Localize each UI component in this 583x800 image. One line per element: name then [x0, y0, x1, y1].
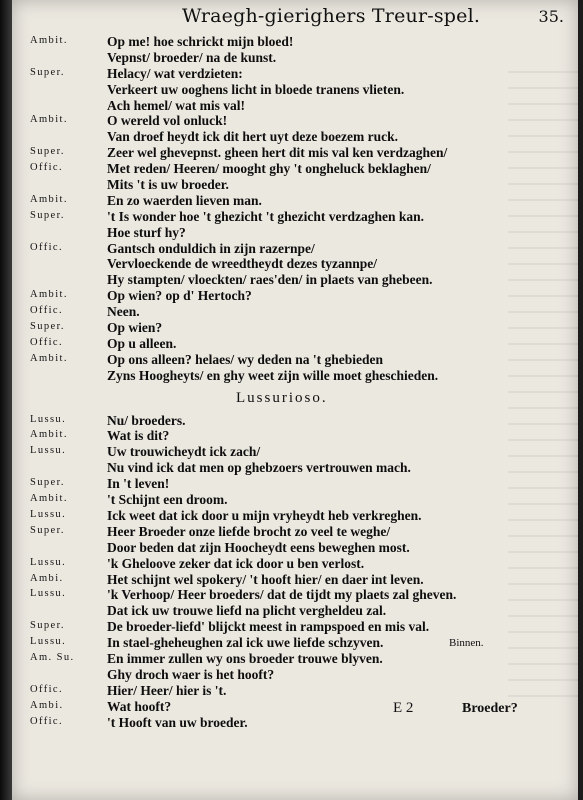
speaker-name: Super. [30, 146, 65, 158]
verse-text: 't Is wonder hoe 't ghezicht 't ghezicht verdzaghen kan. [107, 208, 424, 224]
dialogue-line [12, 572, 578, 588]
dialogue-line [12, 193, 578, 209]
verse-text: Zeer wel ghevepnst. gheen hert dit mis val ken verdzaghen/ [107, 145, 448, 161]
verse-text: De broeder-liefd' blijckt meest in rampspoed en mis val. [107, 619, 430, 635]
speaker-name: Ambit. [30, 114, 68, 126]
verse-text: Hy stampten/ vloeckten/ raes'den/ in plaets van ghebeen. [107, 272, 433, 288]
verse-text: 't Schijnt een droom. [107, 492, 228, 508]
dialogue-line [12, 619, 578, 635]
speaker-name: Offic. [30, 241, 63, 253]
dialogue-line [12, 651, 578, 667]
verse-text: En immer zullen wy ons broeder trouwe blyven. [107, 650, 383, 666]
dialogue-line [12, 368, 578, 384]
dialogue-line [12, 476, 578, 492]
dialogue-line [12, 209, 578, 225]
running-title: Wraegh-gierighers Treur-spel. [182, 5, 481, 27]
verse-text: Nu/ broeders. [107, 412, 186, 428]
dialogue-line [12, 444, 578, 460]
dialogue-line [12, 413, 578, 429]
speaker-name: Super. [30, 209, 65, 221]
speaker-name: Ambi. [30, 699, 64, 711]
speaker-name: Ambit. [30, 352, 68, 364]
verse-text: Op ons alleen? helaes/ wy deden na 't ghebieden [107, 351, 384, 367]
verse-text: Zyns Hoogheyts/ en ghy weet zijn wille moet gheschieden. [107, 367, 439, 383]
speaker-name: Super. [30, 524, 65, 536]
dialogue-line [12, 82, 578, 98]
speaker-name: Lussu. [30, 413, 67, 425]
dialogue-line [12, 50, 578, 66]
verse-text: 't Hooft van uw broeder. [107, 714, 248, 730]
speaker-name: Super. [30, 477, 65, 489]
verse-text: 'k Verhoop/ Heer broeders/ dat de tijdt my plaets zal gheven. [107, 587, 457, 603]
speaker-name: Offic. [30, 715, 63, 727]
verse-text: O wereld vol onluck! [107, 113, 228, 129]
verse-text: Door beden dat zijn Hoocheydt eens beweghen most. [107, 539, 410, 555]
verse-text: 'k Gheloove zeker dat ick door u ben verlost. [107, 555, 365, 571]
section-heading-row [12, 384, 578, 413]
verse-text: Op wien? [107, 320, 163, 336]
book-page [12, 0, 578, 800]
verse-text: Dat ick uw trouwe liefd na plicht vergheldeu zal. [107, 603, 387, 619]
verse-text: Wat is dit? [107, 428, 170, 444]
dialogue-line [12, 508, 578, 524]
dialogue-line [12, 177, 578, 193]
dialogue-line [12, 352, 578, 368]
dialogue-line [12, 113, 578, 129]
dialogue-line [12, 587, 578, 603]
page-footer [12, 700, 578, 724]
dialogue-line [12, 66, 578, 82]
dialogue-line [12, 225, 578, 241]
verse-text: In stael-gheheughen zal ick uwe liefde schzyven. [107, 635, 384, 651]
dialogue-line [12, 145, 578, 161]
page-header [12, 3, 578, 33]
verse-text: Ghy droch waer is het hooft? [107, 666, 275, 682]
verse-text: Verkeert uw ooghens licht in bloede tranens vlieten. [107, 81, 405, 97]
verse-text: Van droef heydt ick dit hert uyt deze boezem ruck. [107, 129, 398, 145]
speaker-name: Lussu. [30, 445, 67, 457]
dialogue-line [12, 34, 578, 50]
section-title: Lussurioso. [236, 389, 328, 406]
dialogue-line [12, 256, 578, 272]
book-edge-shadow [0, 0, 12, 800]
speaker-name: Ambit. [30, 35, 68, 46]
speaker-name: Lussu. [30, 556, 67, 568]
dialogue-line [12, 336, 578, 352]
speaker-name: Offic. [30, 683, 63, 695]
dialogue-line [12, 683, 578, 699]
stage-direction: Binnen. [449, 637, 484, 650]
verse-text: Wat hooft? [107, 698, 172, 714]
verse-text: Vervloeckende de wreedtheydt dezes tyzannpe/ [107, 256, 377, 272]
speaker-name: Lussu. [30, 588, 67, 600]
play-text [12, 34, 578, 730]
dialogue-line [12, 603, 578, 619]
speaker-name: Offic. [30, 336, 63, 348]
verse-text: Heer Broeder onze liefde brocht zo veel te weghe/ [107, 523, 391, 539]
speaker-name: Ambit. [30, 193, 68, 205]
verse-text: Op u alleen. [107, 335, 177, 351]
verse-text: Uw trouwicheydt ick zach/ [107, 444, 261, 460]
dialogue-line [12, 304, 578, 320]
dialogue-line [12, 556, 578, 572]
dialogue-line [12, 129, 578, 145]
verse-text: En zo waerden lieven man. [107, 192, 262, 208]
verse-text: Ick weet dat ick door u mijn vryheydt heb verkreghen. [107, 507, 422, 523]
speaker-name: Ambit. [30, 493, 68, 505]
page-number: 35. [538, 7, 564, 26]
verse-text: Met reden/ Heeren/ mooght ghy 't ongheluck beklaghen/ [107, 161, 431, 177]
speaker-name: Lussu. [30, 508, 67, 520]
dialogue-line [12, 635, 578, 651]
verse-text: Neen. [107, 304, 140, 320]
dialogue-line [12, 460, 578, 476]
verse-text: Op me! hoe schrickt mijn bloed! [107, 34, 294, 49]
verse-text: Op wien? op d' Hertoch? [107, 288, 252, 304]
dialogue-line [12, 161, 578, 177]
verse-text: Ach hemel/ wat mis val! [107, 97, 245, 113]
speaker-name: Am. Su. [30, 651, 75, 663]
speaker-name: Ambi. [30, 572, 64, 584]
dialogue-line [12, 492, 578, 508]
verse-text: In 't leven! [107, 476, 170, 492]
dialogue-line [12, 540, 578, 556]
catchword: Broeder? [462, 701, 518, 716]
dialogue-line [12, 320, 578, 336]
verse-text: Gantsch onduldich in zijn razernpe/ [107, 240, 315, 256]
verse-text: Hoe sturf hy? [107, 224, 186, 240]
signature-mark: E 2 [393, 700, 414, 716]
speaker-name: Offic. [30, 305, 63, 317]
verse-text: Nu vind ick dat men op ghebzoers vertrouwen mach. [107, 460, 411, 476]
dialogue-line [12, 428, 578, 444]
verse-text: Hier/ Heer/ hier is 't. [107, 682, 227, 698]
dialogue-line [12, 272, 578, 288]
speaker-name: Super. [30, 66, 65, 78]
verse-text: Het schijnt wel spokery/ 't hooft hier/ en daer int leven. [107, 571, 424, 587]
verse-text: Mits 't is uw broeder. [107, 177, 229, 193]
dialogue-line [12, 98, 578, 114]
dialogue-line [12, 288, 578, 304]
verse-text: Vepnst/ broeder/ na de kunst. [107, 49, 277, 65]
dialogue-line [12, 524, 578, 540]
speaker-name: Ambit. [30, 289, 68, 301]
dialogue-line [12, 667, 578, 683]
verse-text: Helacy/ wat verdzieten: [107, 65, 243, 81]
speaker-name: Offic. [30, 162, 63, 174]
speaker-name: Lussu. [30, 636, 67, 648]
speaker-name: Super. [30, 321, 65, 333]
speaker-name: Ambit. [30, 429, 68, 441]
dialogue-line [12, 241, 578, 257]
speaker-name: Super. [30, 620, 65, 632]
